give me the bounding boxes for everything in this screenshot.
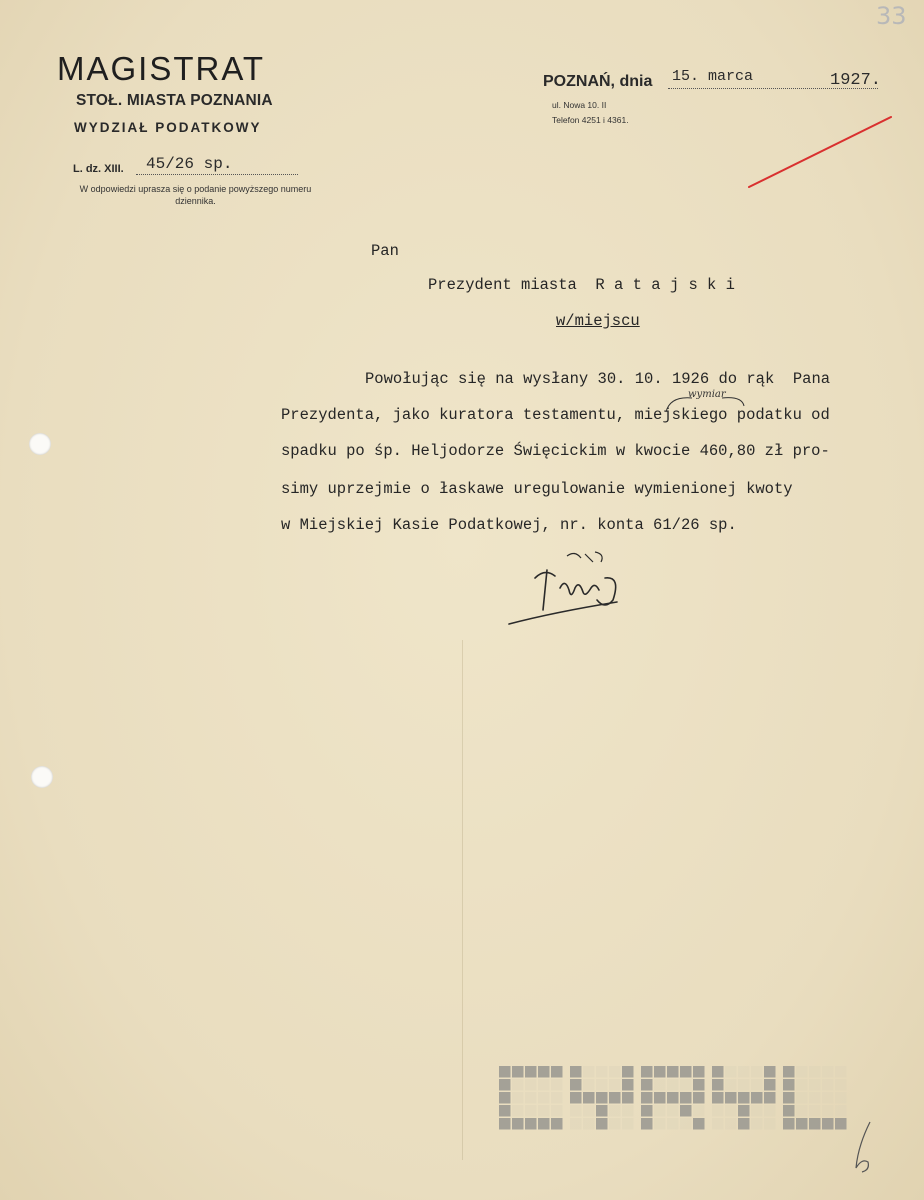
signature	[505, 548, 630, 630]
reference-dotted-line	[136, 174, 298, 175]
reference-note: W odpowiedzi uprasza się o podanie powyższego numeru dziennika.	[79, 184, 312, 206]
punch-hole	[31, 766, 53, 788]
recipient: Prezydent miasta R a t a j s k i	[428, 276, 735, 294]
reference-label: L. dz. XIII.	[73, 163, 124, 175]
reference-number: 45/26 sp.	[146, 155, 233, 173]
letter-year: 1927.	[830, 71, 882, 90]
letterhead-subtitle: STOŁ. MIASTA POZNANIA	[76, 92, 273, 109]
insertion-mark	[662, 392, 752, 414]
letterhead-department: WYDZIAŁ PODATKOWY	[74, 120, 262, 135]
red-pencil-mark	[745, 112, 895, 192]
page-number: 33	[876, 2, 907, 30]
body-line: simy uprzejmie o łaskawe uregulowanie wymienionej kwoty	[281, 480, 793, 498]
handwritten-insertion: wymiar	[688, 389, 726, 400]
address-line: ul. Nowa 10. II	[552, 100, 607, 110]
phone-line: Telefon 4251 i 4361.	[552, 115, 629, 125]
fold-crease	[462, 640, 463, 1160]
place-label: POZNAŃ, dnia	[543, 73, 653, 90]
letter-date: 15. marca	[672, 68, 754, 85]
body-line: w Miejskiej Kasie Podatkowej, nr. konta 61/26 sp.	[281, 516, 737, 534]
body-line: Prezydenta, jako kuratora testamentu, miejskiego podatku od	[281, 406, 830, 424]
watermark-text	[497, 1076, 857, 1136]
body-line: Powołując się na wysłany 30. 10. 1926 do rąk Pana	[365, 370, 831, 388]
punch-hole	[29, 433, 51, 455]
recipient-location: w/miejscu	[556, 312, 640, 330]
body-line: spadku po śp. Heljodorze Święcickim w kwocie 460,80 zł pro-	[281, 442, 830, 460]
letterhead-title: MAGISTRAT	[57, 50, 266, 87]
salutation: Pan	[371, 242, 399, 260]
office-address	[552, 98, 629, 128]
